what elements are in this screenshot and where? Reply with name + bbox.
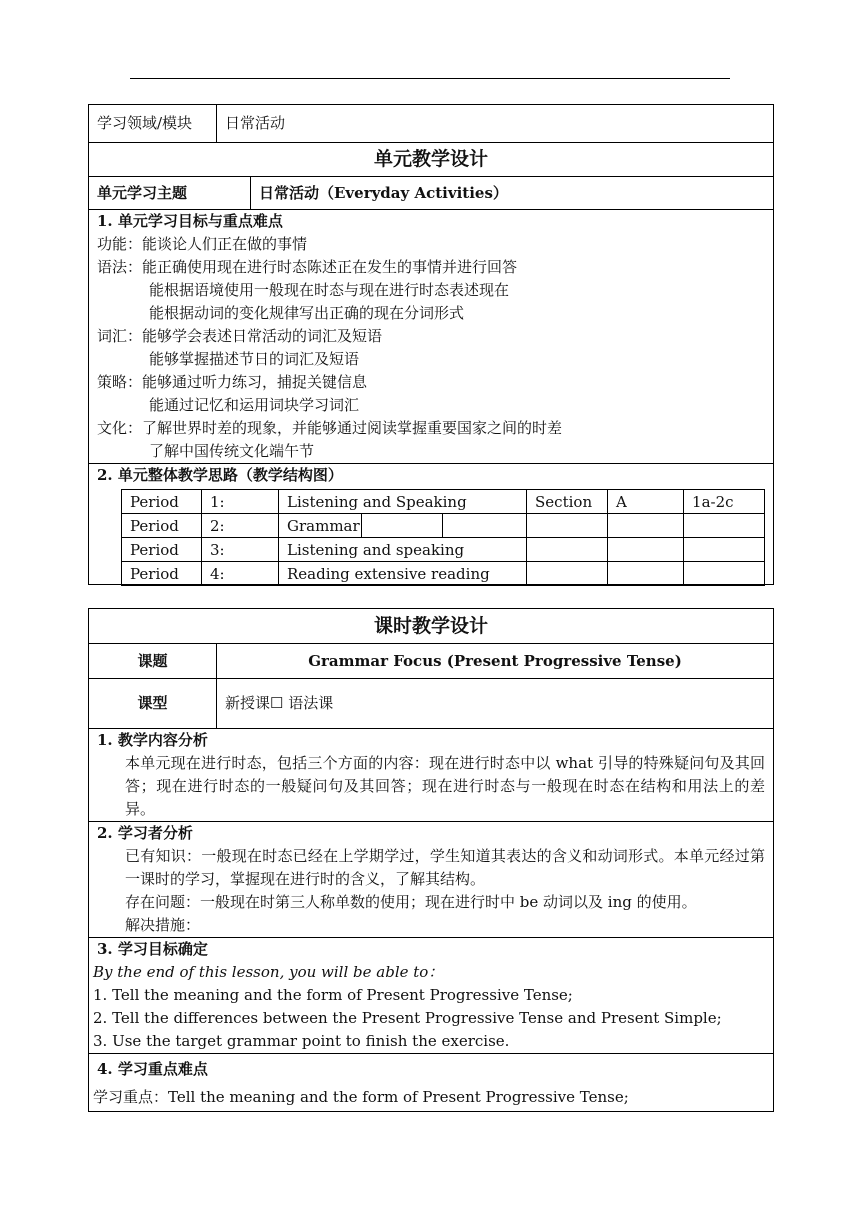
period-number: 3:	[202, 538, 279, 562]
goal-line: 能根据动词的变化规律写出正确的现在分词形式	[149, 304, 465, 322]
goal-line: 功能：能谈论人们正在做的事情	[97, 235, 308, 253]
period-empty-cell	[443, 514, 527, 538]
period-number: 4:	[202, 562, 279, 586]
period-row-3	[122, 538, 765, 562]
period-label: Period	[122, 538, 202, 562]
learners-heading: 2. 学习者分析	[97, 824, 193, 842]
content-row	[89, 729, 774, 822]
goal-line: 能够掌握描述节日的词汇及短语	[149, 350, 360, 368]
learners-row	[89, 822, 774, 938]
objectives-cell	[89, 938, 774, 1054]
structure-heading: 2. 单元整体教学思路（教学结构图）	[97, 466, 343, 484]
unit-title-row	[89, 143, 774, 177]
content-heading: 1. 教学内容分析	[97, 731, 208, 749]
topic-label: 课题	[89, 644, 217, 679]
theme-row	[89, 177, 774, 210]
keypoints-row	[89, 1054, 774, 1112]
objectives-intro: By the end of this lesson, you will be able to：	[93, 963, 444, 981]
content-cell	[89, 729, 774, 822]
period-part	[608, 514, 684, 538]
period-topic: Listening and speaking	[279, 538, 527, 562]
period-grid	[121, 489, 765, 586]
goals-row	[89, 210, 774, 464]
domain-row	[89, 105, 774, 143]
period-part: A	[608, 490, 684, 514]
goal-line: 能根据语境使用一般现在时态与现在进行时态表述现在	[149, 281, 510, 299]
period-section	[527, 562, 608, 586]
header-rule	[130, 78, 730, 79]
period-section: Section	[527, 490, 608, 514]
content-text: 本单元现在进行时态，包括三个方面的内容：现在进行时态中以 what 引导的特殊疑问句及其回答；现在进行时态的一般疑问句及其回答；现在进行时态与一般现在时态在结构和用法上的差异。	[125, 754, 766, 818]
objective-item: 2. Tell the differences between the Present Progressive Tense and Present Simple;	[93, 1009, 722, 1027]
period-topic: Reading extensive reading	[279, 562, 527, 586]
period-row-2	[122, 514, 765, 538]
period-number: 2:	[202, 514, 279, 538]
learners-known: 已有知识：一般现在时态已经在上学期学过，学生知道其表达的含义和动词形式。本单元经过第一课时的学习，掌握现在进行时的含义，了解其结构。	[125, 847, 766, 888]
objective-item: 1. Tell the meaning and the form of Present Progressive Tense;	[93, 986, 573, 1004]
topic-value: Grammar Focus (Present Progressive Tense)	[217, 644, 774, 679]
period-row-4	[122, 562, 765, 586]
keypoints-heading: 4. 学习重点难点	[97, 1060, 208, 1078]
objective-item: 3. Use the target grammar point to finish the exercise.	[93, 1032, 510, 1050]
period-grid-table	[121, 489, 765, 586]
period-label: Period	[122, 490, 202, 514]
period-label: Period	[122, 514, 202, 538]
goal-line: 了解中国传统文化端午节	[149, 442, 315, 460]
type-row	[89, 679, 774, 729]
lesson-design-table	[88, 608, 774, 1112]
theme-value: 日常活动（Everyday Activities）	[251, 177, 774, 210]
period-part	[608, 538, 684, 562]
learners-problems: 存在问题：一般现在时第三人称单数的使用；现在进行时中 be 动词以及 ing 的使用。	[125, 893, 697, 911]
period-label: Period	[122, 562, 202, 586]
period-section	[527, 538, 608, 562]
period-topic: Listening and Speaking	[279, 490, 527, 514]
goal-line: 文化：了解世界时差的现象，并能够通过阅读掌握重要国家之间的时差	[97, 419, 563, 437]
type-label: 课型	[89, 679, 217, 729]
domain-value: 日常活动	[217, 105, 774, 143]
learners-cell	[89, 822, 774, 938]
period-empty-cell	[362, 514, 443, 538]
period-range	[684, 562, 765, 586]
goals-cell	[89, 210, 774, 464]
lesson-title: 课时教学设计	[89, 609, 774, 644]
objectives-heading: 3. 学习目标确定	[97, 940, 208, 958]
keypoints-cell	[89, 1054, 774, 1112]
goal-line: 词汇：能够学会表述日常活动的词汇及短语	[97, 327, 383, 345]
learners-measures: 解决措施：	[125, 916, 201, 934]
topic-row	[89, 644, 774, 679]
keypoints-focus: 学习重点：Tell the meaning and the form of Present Progressive Tense;	[93, 1088, 629, 1106]
period-row-1	[122, 490, 765, 514]
theme-label: 单元学习主题	[89, 177, 251, 210]
goal-line: 语法：能正确使用现在进行时态陈述正在发生的事情并进行回答	[97, 258, 518, 276]
period-part	[608, 562, 684, 586]
goal-line: 能通过记忆和运用词块学习词汇	[149, 396, 360, 414]
period-number: 1:	[202, 490, 279, 514]
objectives-row	[89, 938, 774, 1054]
period-range: 1a-2c	[684, 490, 765, 514]
domain-label: 学习领域/模块	[89, 105, 217, 143]
period-range	[684, 514, 765, 538]
goals-heading: 1. 单元学习目标与重点难点	[97, 212, 283, 230]
period-section	[527, 514, 608, 538]
period-range	[684, 538, 765, 562]
type-value: 新授课☐ 语法课	[217, 679, 774, 729]
period-topic: Grammar	[279, 514, 362, 538]
unit-title: 单元教学设计	[89, 143, 774, 177]
lesson-title-row	[89, 609, 774, 644]
goal-line: 策略：能够通过听力练习，捕捉关键信息	[97, 373, 368, 391]
